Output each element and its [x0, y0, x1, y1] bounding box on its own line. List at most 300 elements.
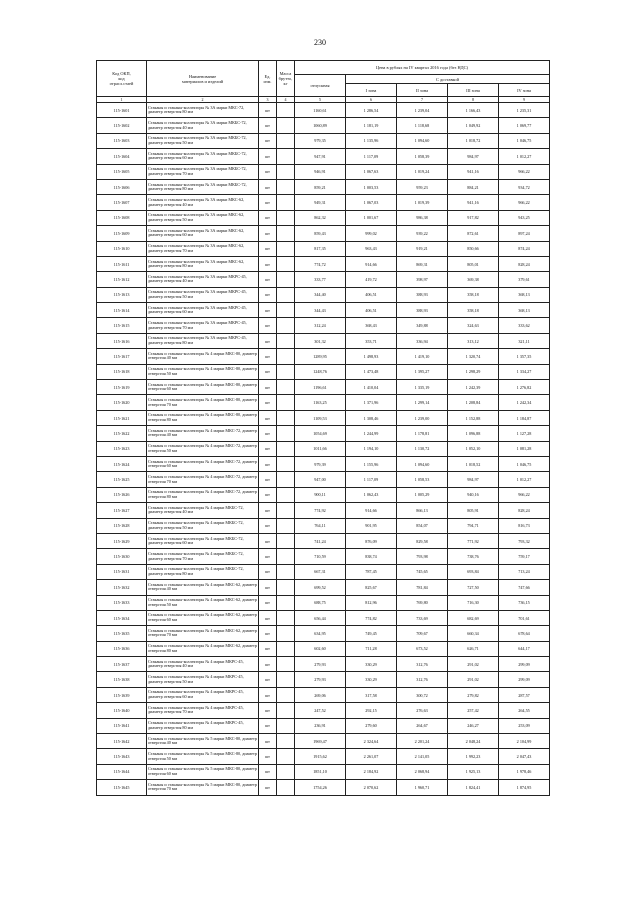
row-price-zone-4: 1 069,77 — [499, 118, 550, 133]
row-unit: шт — [259, 595, 277, 610]
row-price-zone-4: 299,09 — [499, 672, 550, 687]
row-price-zone-3: 771,92 — [448, 533, 499, 548]
header-zone-3: III зона — [448, 84, 499, 97]
row-price-wholesale: 279,93 — [295, 657, 346, 672]
row-code: 115-1608 — [97, 210, 147, 225]
row-code: 115-1607 — [97, 195, 147, 210]
row-price-zone-3: 1 925,13 — [448, 764, 499, 779]
row-price-zone-1: 1 067,63 — [346, 164, 397, 179]
row-price-wholesale: 269,06 — [295, 687, 346, 702]
header-price: Цена в рублях на IV квартал 2016 года (без НДС) — [295, 61, 550, 75]
row-price-zone-2: 745,65 — [397, 564, 448, 579]
row-price-zone-4: 253,09 — [499, 718, 550, 733]
row-price-zone-3: 324,63 — [448, 318, 499, 333]
row-code: 115-1621 — [97, 410, 147, 425]
row-mass — [277, 564, 295, 579]
row-price-wholesale: 688,75 — [295, 595, 346, 610]
table-row — [97, 426, 550, 441]
row-price-wholesale: 1969,47 — [295, 734, 346, 749]
row-mass — [277, 210, 295, 225]
row-price-zone-4: 1 127,28 — [499, 426, 550, 441]
row-price-zone-1: 330,29 — [346, 657, 397, 672]
row-unit: шт — [259, 272, 277, 287]
row-code: 115-1631 — [97, 564, 147, 579]
row-price-zone-1: 1 001,67 — [346, 210, 397, 225]
row-price-wholesale: 344,40 — [295, 287, 346, 302]
row-price-zone-2: 1 019,24 — [397, 164, 448, 179]
table-row — [97, 441, 550, 456]
row-code: 115-1620 — [97, 395, 147, 410]
header-zone-2: II зона — [397, 84, 448, 97]
row-name: Стаканы и стаканы-коллекторы № 4 марки МКС-62, диаметр отверстия 60 мм — [147, 610, 259, 625]
row-price-zone-2: 388,93 — [397, 303, 448, 318]
row-price-zone-4: 966,22 — [499, 195, 550, 210]
row-mass — [277, 764, 295, 779]
table-row — [97, 195, 550, 210]
row-price-zone-4: 943,25 — [499, 210, 550, 225]
row-code: 115-1644 — [97, 764, 147, 779]
row-price-zone-4: 1 276,82 — [499, 380, 550, 395]
row-price-zone-1: 787,45 — [346, 564, 397, 579]
table-row — [97, 179, 550, 194]
row-price-zone-4: 264,55 — [499, 703, 550, 718]
row-mass — [277, 749, 295, 764]
table-row — [97, 103, 550, 118]
row-code: 115-1601 — [97, 103, 147, 118]
table-row — [97, 518, 550, 533]
row-price-zone-2: 986,38 — [397, 210, 448, 225]
row-price-zone-4: 934,72 — [499, 179, 550, 194]
row-price-wholesale: 656,44 — [295, 610, 346, 625]
table-row — [97, 487, 550, 502]
row-price-zone-2: 300,72 — [397, 687, 448, 702]
table-row — [97, 241, 550, 256]
row-name: Стаканы и стаканы-коллекторы № 3А марки МКБС-72, диаметр отверстия 70 мм — [147, 164, 259, 179]
row-mass — [277, 672, 295, 687]
row-code: 115-1641 — [97, 718, 147, 733]
row-price-wholesale: 1248,76 — [295, 364, 346, 379]
row-price-zone-3: 257,42 — [448, 703, 499, 718]
row-unit: шт — [259, 456, 277, 471]
row-price-zone-3: 805,01 — [448, 256, 499, 271]
row-name: Стаканы и стаканы-коллекторы № 4 марки МКБС-72, диаметр отверстия 70 мм — [147, 549, 259, 564]
row-price-zone-4: 299,09 — [499, 657, 550, 672]
row-unit: шт — [259, 580, 277, 595]
row-unit: шт — [259, 610, 277, 625]
row-price-zone-3: 1 096,88 — [448, 426, 499, 441]
row-name: Стаканы и стаканы-коллекторы № 3А марки МКС-62, диаметр отверстия 70 мм — [147, 241, 259, 256]
row-price-zone-4: 1 012,27 — [499, 472, 550, 487]
row-price-zone-1: 1 498,93 — [346, 349, 397, 364]
row-mass — [277, 118, 295, 133]
row-unit: шт — [259, 764, 277, 779]
row-price-wholesale: 979,35 — [295, 133, 346, 148]
row-price-zone-1: 1 155,96 — [346, 456, 397, 471]
row-price-zone-1: 419,72 — [346, 272, 397, 287]
row-price-wholesale: 634,95 — [295, 626, 346, 641]
row-unit: шт — [259, 118, 277, 133]
row-price-zone-2: 1 395,27 — [397, 364, 448, 379]
row-name: Стаканы и стаканы-коллекторы № 3А марки МКБС-72, диаметр отверстия 40 мм — [147, 118, 259, 133]
table-row — [97, 672, 550, 687]
table-row — [97, 580, 550, 595]
row-price-zone-3: 872,61 — [448, 226, 499, 241]
table-row — [97, 657, 550, 672]
row-code: 115-1640 — [97, 703, 147, 718]
row-unit: шт — [259, 441, 277, 456]
row-price-zone-4: 644,17 — [499, 641, 550, 656]
row-code: 115-1623 — [97, 441, 147, 456]
row-unit: шт — [259, 533, 277, 548]
row-price-wholesale: 710,59 — [295, 549, 346, 564]
row-price-wholesale: 817,35 — [295, 241, 346, 256]
row-price-zone-2: 1 130,72 — [397, 441, 448, 456]
row-code: 115-1638 — [97, 672, 147, 687]
row-price-zone-4: 333,62 — [499, 318, 550, 333]
row-price-zone-2: 866,13 — [397, 503, 448, 518]
row-price-wholesale: 862,32 — [295, 210, 346, 225]
row-price-wholesale: 859,43 — [295, 226, 346, 241]
row-price-zone-4: 2 047,43 — [499, 749, 550, 764]
row-price-zone-2: 1 058,53 — [397, 472, 448, 487]
header-mass: Масса брутто, кг — [277, 61, 295, 97]
row-code: 115-1622 — [97, 426, 147, 441]
row-price-zone-4: 678,64 — [499, 626, 550, 641]
row-mass — [277, 241, 295, 256]
row-mass — [277, 734, 295, 749]
row-price-zone-3: 850,66 — [448, 241, 499, 256]
table-row — [97, 133, 550, 148]
row-name: Стаканы и стаканы-коллекторы № 5 марки МКС-80, диаметр отверстия 70 мм — [147, 780, 259, 795]
row-code: 115-1637 — [97, 657, 147, 672]
row-unit: шт — [259, 179, 277, 194]
row-price-zone-3: 1 242,39 — [448, 380, 499, 395]
table-row — [97, 549, 550, 564]
row-name: Стаканы и стаканы-коллекторы № 4 марки МКРС-45, диаметр отверстия 60 мм — [147, 687, 259, 702]
row-price-zone-1: 1 308,46 — [346, 410, 397, 425]
row-price-zone-3: 358,18 — [448, 303, 499, 318]
row-price-wholesale: 946,91 — [295, 164, 346, 179]
row-mass — [277, 364, 295, 379]
row-price-zone-1: 1 371,96 — [346, 395, 397, 410]
row-code: 115-1616 — [97, 333, 147, 348]
row-mass — [277, 595, 295, 610]
row-price-zone-2: 1 419,10 — [397, 349, 448, 364]
row-mass — [277, 333, 295, 348]
row-code: 115-1633 — [97, 595, 147, 610]
row-code: 115-1635 — [97, 626, 147, 641]
row-price-zone-1: 2 070,62 — [346, 780, 397, 795]
row-mass — [277, 626, 295, 641]
row-price-zone-2: 793,98 — [397, 549, 448, 564]
row-mass — [277, 287, 295, 302]
row-name: Стаканы и стаканы-коллекторы № 4 марки МКБС-72, диаметр отверстия 60 мм — [147, 533, 259, 548]
row-unit: шт — [259, 149, 277, 164]
row-price-zone-2: 869,31 — [397, 256, 448, 271]
row-price-zone-3: 716,30 — [448, 595, 499, 610]
row-price-zone-3: 291,02 — [448, 657, 499, 672]
row-price-zone-1: 1 135,96 — [346, 133, 397, 148]
row-price-zone-4: 1 046,75 — [499, 133, 550, 148]
row-price-wholesale: 1054,69 — [295, 426, 346, 441]
row-price-zone-1: 774,82 — [346, 610, 397, 625]
row-mass — [277, 657, 295, 672]
row-price-zone-1: 2 324,64 — [346, 734, 397, 749]
row-price-zone-3: 693,84 — [448, 564, 499, 579]
row-price-zone-3: 1 152,88 — [448, 410, 499, 425]
row-code: 115-1627 — [97, 503, 147, 518]
row-name: Стаканы и стаканы-коллекторы № 4 марки МКРС-45, диаметр отверстия 80 мм — [147, 718, 259, 733]
row-unit: шт — [259, 133, 277, 148]
header-code: Код ОКП, код отрасл.стаей — [97, 61, 147, 97]
row-price-zone-1: 1 067,03 — [346, 195, 397, 210]
row-price-wholesale: 774,72 — [295, 256, 346, 271]
row-price-zone-4: 1 235,31 — [499, 103, 550, 118]
row-price-zone-2: 312,76 — [397, 672, 448, 687]
row-unit: шт — [259, 349, 277, 364]
column-index: 8 — [448, 97, 499, 103]
row-price-zone-2: 2 068,94 — [397, 764, 448, 779]
table-row — [97, 287, 550, 302]
row-mass — [277, 103, 295, 118]
row-price-zone-4: 379,61 — [499, 272, 550, 287]
row-price-zone-4: 1 334,27 — [499, 364, 550, 379]
row-name: Стаканы и стаканы-коллекторы № 4 марки МКБС-72, диаметр отверстия 80 мм — [147, 564, 259, 579]
row-price-zone-2: 1 118,68 — [397, 118, 448, 133]
row-unit: шт — [259, 672, 277, 687]
row-price-wholesale: 949,31 — [295, 195, 346, 210]
row-price-wholesale: 859,21 — [295, 179, 346, 194]
row-unit: шт — [259, 641, 277, 656]
row-price-zone-4: 828,24 — [499, 503, 550, 518]
row-price-zone-3: 727,50 — [448, 580, 499, 595]
row-price-zone-3: 794,71 — [448, 518, 499, 533]
row-mass — [277, 380, 295, 395]
row-mass — [277, 518, 295, 533]
row-price-zone-4: 1 874,95 — [499, 780, 550, 795]
row-price-zone-1: 279,60 — [346, 718, 397, 733]
row-price-zone-2: 1 178,81 — [397, 426, 448, 441]
row-mass — [277, 272, 295, 287]
table-row — [97, 718, 550, 733]
row-name: Стаканы и стаканы-коллекторы № 4 марки МКС-80, диаметр отверстия 60 мм — [147, 380, 259, 395]
row-mass — [277, 580, 295, 595]
row-price-zone-1: 330,29 — [346, 672, 397, 687]
row-mass — [277, 503, 295, 518]
table-row — [97, 734, 550, 749]
row-code: 115-1604 — [97, 149, 147, 164]
row-unit: шт — [259, 718, 277, 733]
header-transport: С доставкой — [346, 75, 550, 84]
row-price-zone-3: 1 018,72 — [448, 133, 499, 148]
row-price-zone-4: 793,32 — [499, 533, 550, 548]
row-unit: шт — [259, 549, 277, 564]
row-price-zone-4: 2 104,99 — [499, 734, 550, 749]
row-price-zone-1: 292,15 — [346, 703, 397, 718]
row-unit: шт — [259, 395, 277, 410]
row-mass — [277, 133, 295, 148]
row-price-wholesale: 602,60 — [295, 641, 346, 656]
row-price-zone-4: 736,15 — [499, 595, 550, 610]
row-price-zone-2: 264,67 — [397, 718, 448, 733]
row-price-zone-3: 1 992,23 — [448, 749, 499, 764]
row-price-zone-3: 246,27 — [448, 718, 499, 733]
row-unit: шт — [259, 626, 277, 641]
row-price-zone-1: 2 261,07 — [346, 749, 397, 764]
row-price-zone-3: 1 018,52 — [448, 456, 499, 471]
row-mass — [277, 487, 295, 502]
row-name: Стаканы и стаканы-коллекторы № 5 марки МКС-80, диаметр отверстия 60 мм — [147, 764, 259, 779]
table-row — [97, 349, 550, 364]
row-unit: шт — [259, 487, 277, 502]
row-price-zone-1: 368,43 — [346, 318, 397, 333]
row-name: Стаканы и стаканы-коллекторы № 5 марки МКС-80, диаметр отверстия 40 мм — [147, 734, 259, 749]
table-row — [97, 164, 550, 179]
row-price-zone-2: 769,80 — [397, 595, 448, 610]
row-unit: шт — [259, 380, 277, 395]
row-price-zone-1: 1 003,53 — [346, 179, 397, 194]
row-mass — [277, 195, 295, 210]
row-code: 115-1643 — [97, 749, 147, 764]
row-price-zone-1: 812,96 — [346, 595, 397, 610]
row-price-zone-2: 2 201,24 — [397, 734, 448, 749]
row-price-zone-4: 1 046,75 — [499, 456, 550, 471]
row-code: 115-1624 — [97, 456, 147, 471]
row-price-zone-1: 1 194,10 — [346, 441, 397, 456]
row-unit: шт — [259, 564, 277, 579]
row-price-wholesale: 1289,95 — [295, 349, 346, 364]
row-name: Стаканы и стаканы-коллекторы № 3А марки МКРС-45, диаметр отверстия 70 мм — [147, 318, 259, 333]
table-row — [97, 272, 550, 287]
row-price-zone-1: 317,58 — [346, 687, 397, 702]
row-name: Стаканы и стаканы-коллекторы № 3А марки МКРС-45, диаметр отверстия 80 мм — [147, 333, 259, 348]
row-unit: шт — [259, 256, 277, 271]
row-price-zone-3: 940,16 — [448, 487, 499, 502]
row-price-zone-2: 1 335,19 — [397, 380, 448, 395]
row-mass — [277, 718, 295, 733]
table-row — [97, 210, 550, 225]
row-price-zone-4: 828,24 — [499, 256, 550, 271]
row-unit: шт — [259, 364, 277, 379]
table-row — [97, 626, 550, 641]
column-index: 1 — [97, 97, 147, 103]
row-price-wholesale: 312,24 — [295, 318, 346, 333]
row-price-zone-4: 966,22 — [499, 164, 550, 179]
row-price-zone-2: 1 299,14 — [397, 395, 448, 410]
table-row — [97, 749, 550, 764]
table-row — [97, 472, 550, 487]
row-price-zone-3: 884,21 — [448, 179, 499, 194]
row-price-zone-3: 279,82 — [448, 687, 499, 702]
row-mass — [277, 441, 295, 456]
header-wholesale: отпускная — [295, 75, 346, 97]
row-price-zone-3: 1 824,41 — [448, 780, 499, 795]
column-index: 2 — [147, 97, 259, 103]
row-unit: шт — [259, 287, 277, 302]
row-price-zone-2: 939,22 — [397, 226, 448, 241]
row-unit: шт — [259, 472, 277, 487]
column-index: 9 — [499, 97, 550, 103]
page-number: 230 — [314, 38, 326, 47]
row-price-zone-2: 854,07 — [397, 518, 448, 533]
table-row — [97, 303, 550, 318]
row-price-zone-3: 738,76 — [448, 549, 499, 564]
row-price-zone-2: 1 960,71 — [397, 780, 448, 795]
row-name: Стаканы и стаканы-коллекторы № 3А марки МКБС-72, диаметр отверстия 60 мм — [147, 149, 259, 164]
row-code: 115-1626 — [97, 487, 147, 502]
row-unit: шт — [259, 303, 277, 318]
row-mass — [277, 641, 295, 656]
row-code: 115-1610 — [97, 241, 147, 256]
row-mass — [277, 610, 295, 625]
row-price-zone-2: 673,52 — [397, 641, 448, 656]
row-code: 115-1603 — [97, 133, 147, 148]
row-mass — [277, 349, 295, 364]
row-code: 115-1630 — [97, 549, 147, 564]
row-name: Стаканы и стаканы-коллекторы № 4 марки МКС-72, диаметр отверстия 60 мм — [147, 456, 259, 471]
row-price-zone-3: 917,82 — [448, 210, 499, 225]
row-price-zone-1: 1 062,43 — [346, 487, 397, 502]
row-name: Стаканы и стаканы-коллекторы № 5 марки МКС-80, диаметр отверстия 50 мм — [147, 749, 259, 764]
row-price-wholesale: 1163,25 — [295, 395, 346, 410]
row-price-zone-2: 829,58 — [397, 533, 448, 548]
row-code: 115-1625 — [97, 472, 147, 487]
row-code: 115-1618 — [97, 364, 147, 379]
row-price-zone-3: 1 049,92 — [448, 118, 499, 133]
row-price-zone-4: 1 978,46 — [499, 764, 550, 779]
row-price-zone-2: 919,21 — [397, 241, 448, 256]
row-price-zone-2: 276,63 — [397, 703, 448, 718]
table-row — [97, 456, 550, 471]
row-price-wholesale: 301,32 — [295, 333, 346, 348]
row-unit: шт — [259, 426, 277, 441]
row-name: Стаканы и стаканы-коллекторы № 3А марки МКРС-45, диаметр отверстия 50 мм — [147, 287, 259, 302]
table-row — [97, 380, 550, 395]
row-name: Стаканы и стаканы-коллекторы № 3А марки МКБС-72, диаметр отверстия 80 мм — [147, 179, 259, 194]
row-price-zone-4: 1 357,35 — [499, 349, 550, 364]
table-body — [97, 103, 550, 796]
row-price-wholesale: 1011,66 — [295, 441, 346, 456]
row-mass — [277, 149, 295, 164]
row-price-zone-2: 1 094,60 — [397, 133, 448, 148]
column-index: 7 — [397, 97, 448, 103]
table-row — [97, 764, 550, 779]
row-name: Стаканы и стаканы-коллекторы № 4 марки МКС-72, диаметр отверстия 70 мм — [147, 472, 259, 487]
row-unit: шт — [259, 164, 277, 179]
row-name: Стаканы и стаканы-коллекторы № 4 марки МКБС-72, диаметр отверстия 50 мм — [147, 518, 259, 533]
row-price-zone-1: 838,74 — [346, 549, 397, 564]
row-price-zone-3: 941,16 — [448, 195, 499, 210]
row-name: Стаканы и стаканы-коллекторы № 3А марки МКБС-72, диаметр отверстия 50 мм — [147, 133, 259, 148]
row-price-wholesale: 947,00 — [295, 472, 346, 487]
row-price-zone-3: 626,71 — [448, 641, 499, 656]
row-price-zone-1: 353,71 — [346, 333, 397, 348]
row-price-zone-3: 2 048,24 — [448, 734, 499, 749]
row-price-zone-3: 984,97 — [448, 149, 499, 164]
row-mass — [277, 533, 295, 548]
row-price-zone-2: 959,23 — [397, 179, 448, 194]
row-code: 115-1615 — [97, 318, 147, 333]
row-price-zone-2: 388,93 — [397, 287, 448, 302]
row-price-wholesale: 947,91 — [295, 149, 346, 164]
table-row — [97, 564, 550, 579]
row-mass — [277, 256, 295, 271]
row-code: 115-1645 — [97, 780, 147, 795]
row-name: Стаканы и стаканы-коллекторы № 3А марки МКРС-45, диаметр отверстия 60 мм — [147, 303, 259, 318]
row-mass — [277, 303, 295, 318]
column-index: 3 — [259, 97, 277, 103]
row-price-zone-4: 816,73 — [499, 518, 550, 533]
